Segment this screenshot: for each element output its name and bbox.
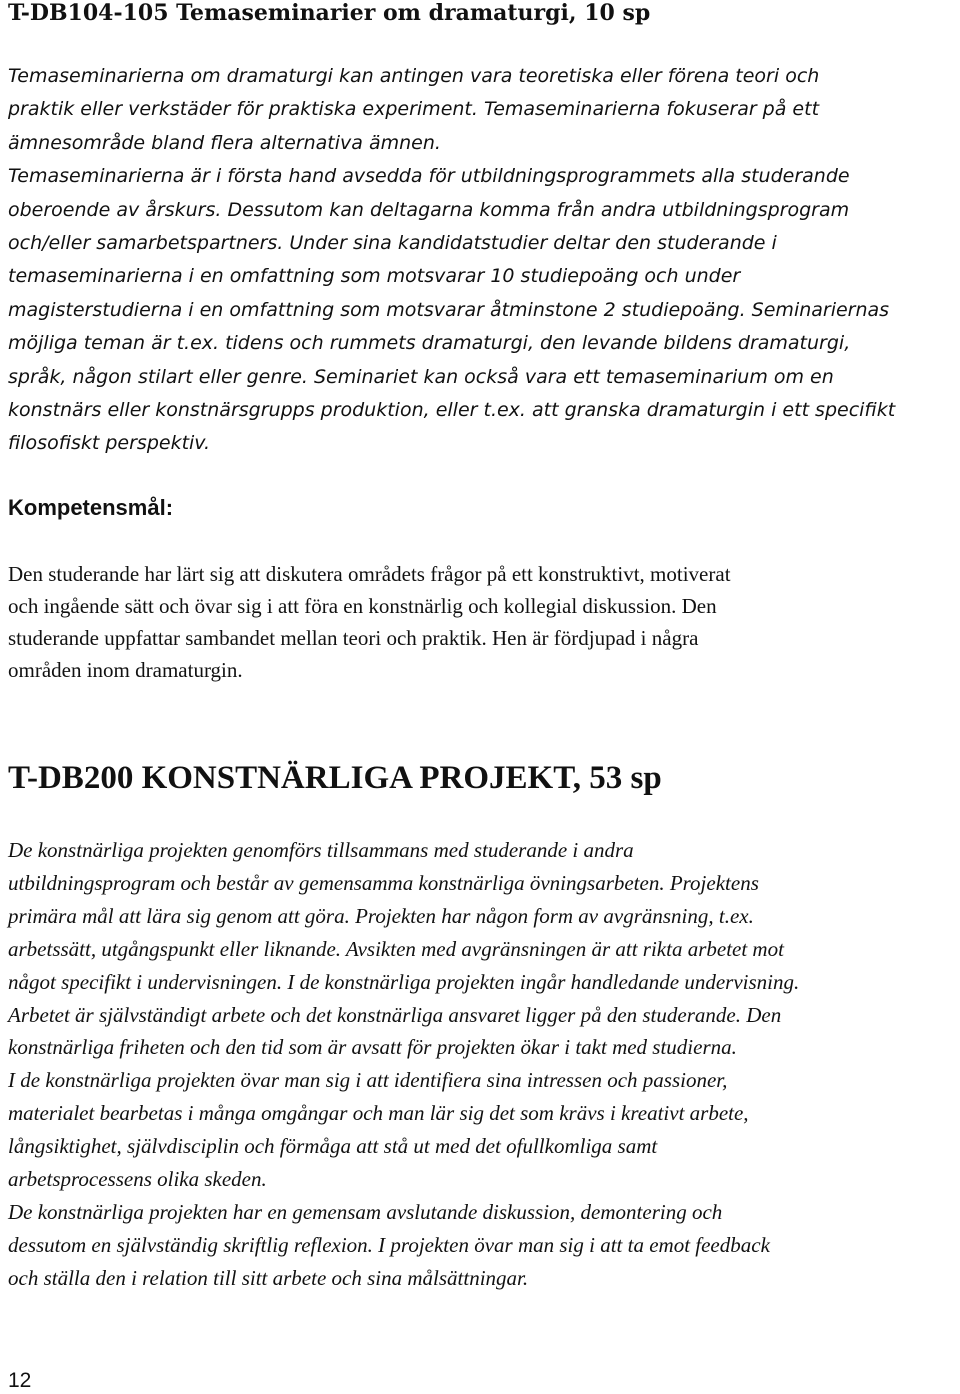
paragraph-line: studerande uppfattar sambandet mellan teori och praktik. Hen är fördjupad i några — [8, 626, 699, 650]
paragraph-line: dessutom en självständig skriftlig reflexion. I projekten övar man sig i att ta emot feedback — [8, 1232, 770, 1257]
paragraph-line: temaseminarierna i en omfattning som motsvarar 10 studiepoäng och under — [8, 265, 741, 288]
paragraph-line: De konstnärliga projekten genomförs tillsammans med studerande i andra — [8, 838, 634, 862]
paragraph-line: och ingående sätt och övar sig i att föra en konstnärlig och kollegial diskussion. Den — [8, 594, 717, 618]
paragraph-line: möjliga teman är t.ex. tidens och rummets dramaturgi, den levande bildens dramaturgi, — [8, 332, 851, 355]
paragraph-line: och ställa den i relation till sitt arbete och sina målsättningar. — [8, 1265, 529, 1290]
paragraph-line: De konstnärliga projekten har en gemensam avslutande diskussion, demontering och — [8, 1199, 723, 1224]
paragraph-line: Temaseminarierna är i första hand avsedda för utbildningsprogrammets alla studerande — [8, 165, 850, 188]
paragraph-line: primära mål att lära sig genom att göra. Projekten har någon form av avgränsning, t.ex. — [8, 903, 754, 928]
competence-heading: Kompetensmål: — [8, 495, 174, 520]
paragraph-line: Den studerande har lärt sig att diskutera områdets frågor på ett konstruktivt, motiverat — [8, 562, 731, 586]
competence-paragraph — [8, 558, 731, 686]
paragraph-line: magisterstudierna i en omfattning som motsvarar åtminstone 2 studiepoäng. Seminariernas — [8, 298, 890, 321]
paragraph-line: arbetsprocessens olika skeden. — [8, 1167, 267, 1192]
paragraph-line: områden inom dramaturgin. — [8, 658, 243, 682]
temaseminarier-paragraph — [8, 60, 895, 461]
paragraph-line: språk, någon stilart eller genre. Seminariet kan också vara ett temaseminarium om en — [8, 365, 834, 388]
konstnarliga-projekt-paragraph — [8, 834, 799, 1295]
paragraph-line: ämnesområde bland flera alternativa ämnen. — [8, 131, 441, 154]
paragraph-line: utbildningsprogram och består av gemensamma konstnärliga övningsarbeten. Projektens — [8, 870, 759, 895]
paragraph-line: långsiktighet, självdisciplin och förmåga att stå ut med det ofullkomliga samt — [8, 1134, 658, 1159]
paragraph-line: praktik eller verkstäder för praktiska experiment. Temaseminarierna fokuserar på ett — [8, 98, 820, 121]
paragraph-line: Temaseminarierna om dramaturgi kan antingen vara teoretiska eller förena teori och — [8, 65, 820, 87]
paragraph-line: konstnärs eller konstnärsgrupps produktion, eller t.ex. att granska dramaturgin i ett specifikt — [8, 399, 896, 422]
section-heading-konstnarliga-projekt: T-DB200 KONSTNÄRLIGA PROJEKT, 53 sp — [8, 760, 662, 796]
paragraph-line: I de konstnärliga projekten övar man sig i att identifiera sina intressen och passioner, — [8, 1068, 728, 1093]
paragraph-line: arbetssätt, utgångspunkt eller liknande. Avsikten med avgränsningen är att rikta arbetet mot — [8, 936, 784, 961]
paragraph-line: oberoende av årskurs. Dessutom kan deltagarna komma från andra utbildningsprogram — [8, 198, 850, 221]
paragraph-line: och/eller samarbetspartners. Under sina kandidatstudier deltar den studerande i — [8, 232, 777, 255]
section-heading-temaseminarier: T-DB104-105 Temaseminarier om dramaturgi, 10 sp — [8, 0, 651, 26]
paragraph-line: materialet bearbetas i många omgångar och man lär sig det som krävs i kreativt arbete, — [8, 1101, 749, 1126]
paragraph-line: konstnärliga friheten och den tid som är avsatt för projekten ökar i takt med studierna. — [8, 1035, 737, 1060]
paragraph-line: något specifikt i undervisningen. I de konstnärliga projekten ingår handledande undervisning. — [8, 969, 800, 994]
paragraph-line: filosofiskt perspektiv. — [8, 432, 211, 455]
paragraph-line: Arbetet är självständigt arbete och det konstnärliga ansvaret ligger på den studerande. Den — [8, 1002, 782, 1027]
page-number: 12 — [8, 1369, 32, 1392]
